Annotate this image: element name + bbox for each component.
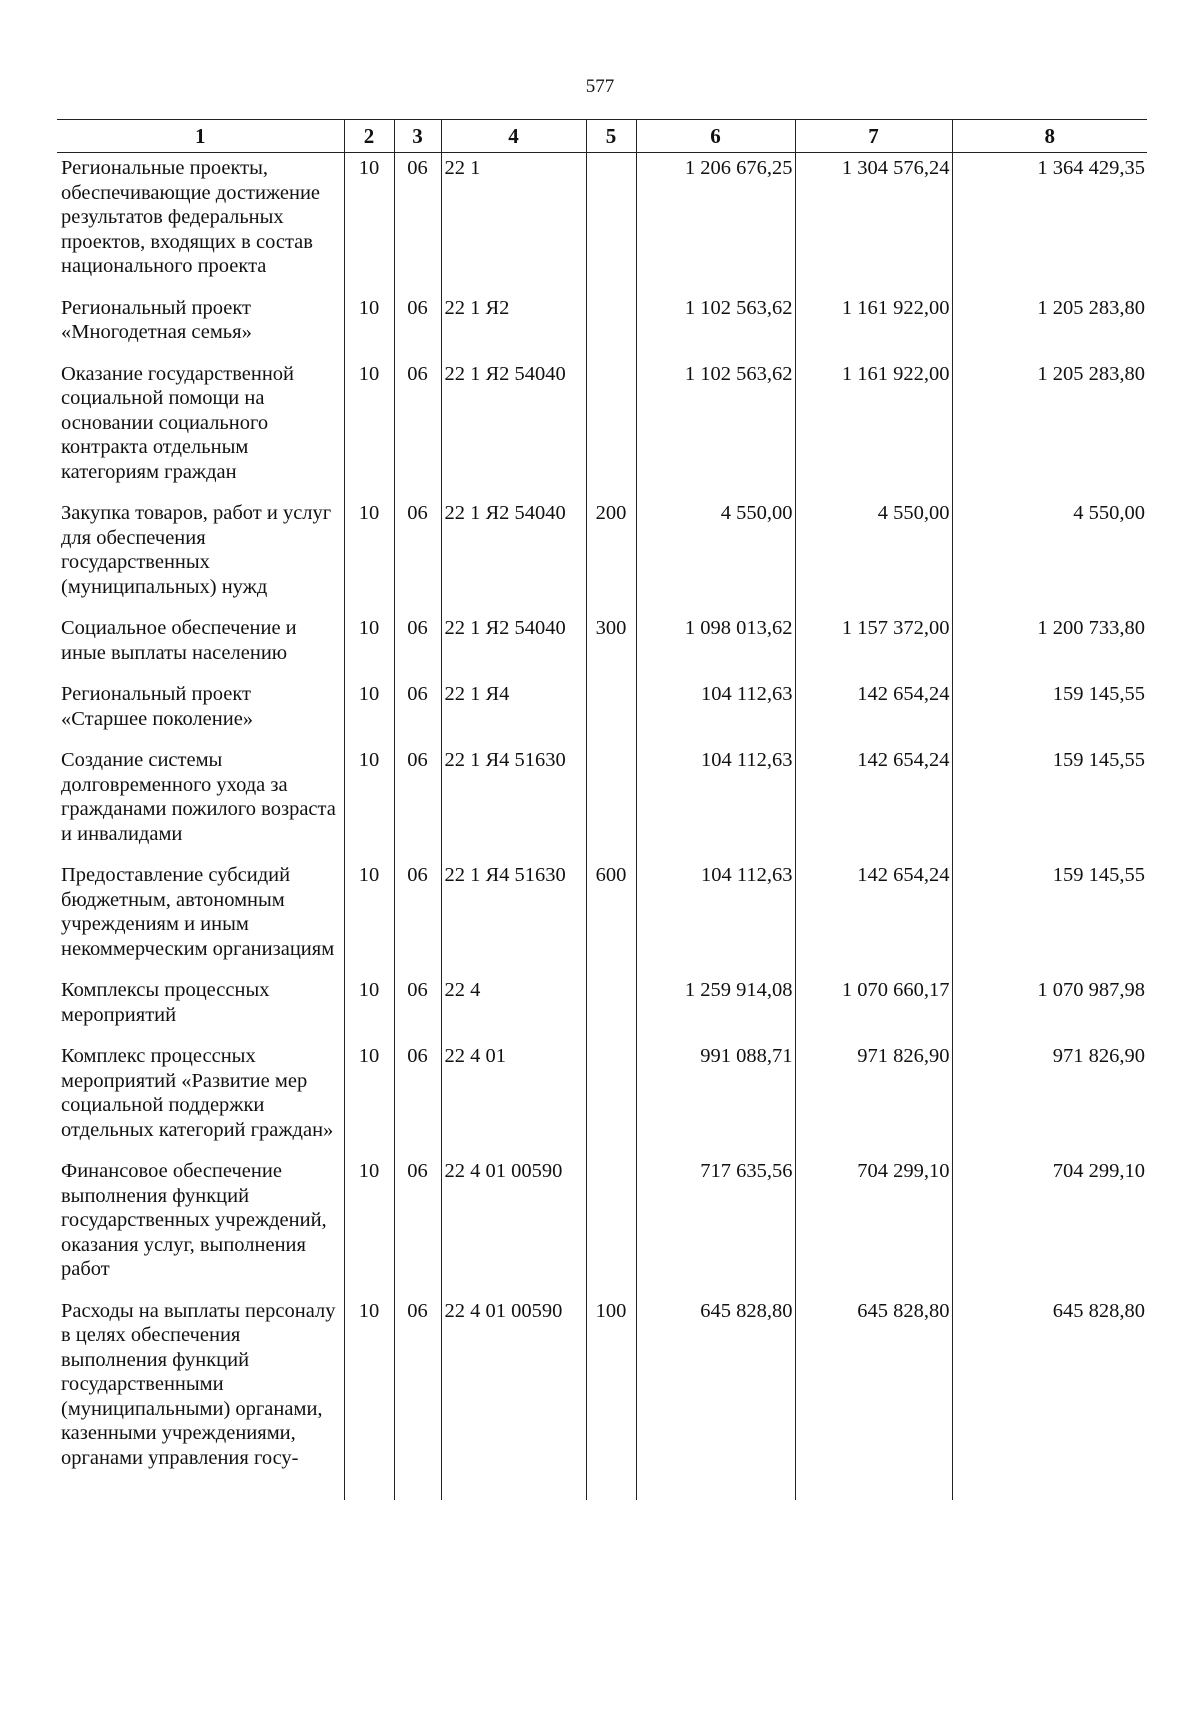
table-row bbox=[57, 1156, 1147, 1282]
subsection-code: 06 bbox=[394, 1296, 441, 1471]
amount-col-8: 1 205 283,80 bbox=[952, 359, 1147, 485]
spacer-cell bbox=[394, 731, 441, 745]
spacer-cell bbox=[344, 345, 394, 359]
spacer-cell bbox=[394, 961, 441, 975]
target-article-code: 22 4 01 00590 bbox=[441, 1156, 586, 1282]
amount-col-6: 1 098 013,62 bbox=[636, 613, 795, 665]
subsection-code: 06 bbox=[394, 293, 441, 345]
spacer-cell bbox=[344, 846, 394, 860]
spacer-cell bbox=[636, 279, 795, 293]
table-row bbox=[57, 679, 1147, 731]
spacer-cell bbox=[394, 484, 441, 498]
spacer-cell bbox=[344, 665, 394, 679]
subsection-code: 06 bbox=[394, 359, 441, 485]
spacer-cell bbox=[952, 961, 1147, 975]
spacer-cell bbox=[344, 279, 394, 293]
header-col-4: 4 bbox=[441, 120, 586, 153]
spacer-cell bbox=[441, 1142, 586, 1156]
item-name: Расходы на выплаты персоналу в целях обеспечения выполнения функций государственными (муниципальными) органами, казенными учреждениями, органами управления госу- bbox=[61, 1299, 336, 1469]
table-row bbox=[57, 1296, 1147, 1471]
spacer-cell bbox=[636, 1027, 795, 1041]
spacer-cell bbox=[394, 345, 441, 359]
amount-col-8: 645 828,80 bbox=[952, 1296, 1147, 1471]
spacer-cell bbox=[344, 599, 394, 613]
amount-col-7: 142 654,24 bbox=[795, 860, 952, 961]
spacer-cell bbox=[586, 484, 636, 498]
header-col-7: 7 bbox=[795, 120, 952, 153]
amount-col-6: 1 259 914,08 bbox=[636, 975, 795, 1027]
spacer-cell bbox=[344, 1027, 394, 1041]
spacer-cell bbox=[636, 846, 795, 860]
spacer-cell bbox=[952, 665, 1147, 679]
spacer-cell bbox=[636, 599, 795, 613]
table-row bbox=[57, 745, 1147, 846]
spacer-cell bbox=[394, 665, 441, 679]
table-row bbox=[57, 975, 1147, 1027]
spacer-cell bbox=[952, 846, 1147, 860]
item-name: Создание системы долговременного ухода за гражданами пожилого возраста и инвалидами bbox=[61, 749, 336, 845]
section-code: 10 bbox=[344, 153, 394, 279]
amount-col-8: 159 145,55 bbox=[952, 860, 1147, 961]
subsection-code: 06 bbox=[394, 613, 441, 665]
spacer-cell bbox=[441, 345, 586, 359]
expense-type-code: 100 bbox=[586, 1296, 636, 1471]
row-spacer bbox=[57, 731, 1147, 745]
item-name: Комплекс процессных мероприятий «Развитие мер социальной поддержки отдельных категорий граждан» bbox=[61, 1045, 334, 1141]
expense-type-code bbox=[586, 975, 636, 1027]
expense-type-code: 600 bbox=[586, 860, 636, 961]
header-col-1: 1 bbox=[57, 120, 344, 153]
spacer-cell bbox=[636, 484, 795, 498]
spacer-cell bbox=[952, 484, 1147, 498]
header-col-8: 8 bbox=[952, 120, 1147, 153]
subsection-code: 06 bbox=[394, 1156, 441, 1282]
spacer-cell bbox=[394, 1142, 441, 1156]
amount-col-6: 104 112,63 bbox=[636, 860, 795, 961]
expense-type-code bbox=[586, 1041, 636, 1142]
spacer-cell bbox=[57, 665, 344, 679]
spacer-cell bbox=[344, 484, 394, 498]
spacer-cell bbox=[441, 1282, 586, 1296]
row-spacer bbox=[57, 1027, 1147, 1041]
spacer-cell bbox=[441, 961, 586, 975]
subsection-code: 06 bbox=[394, 975, 441, 1027]
spacer-cell bbox=[441, 665, 586, 679]
spacer-cell bbox=[952, 1027, 1147, 1041]
table-row bbox=[57, 153, 1147, 279]
table-row bbox=[57, 359, 1147, 485]
spacer-cell bbox=[57, 1470, 344, 1500]
spacer-cell bbox=[57, 1027, 344, 1041]
spacer-cell bbox=[636, 345, 795, 359]
expense-type-code bbox=[586, 153, 636, 279]
spacer-cell bbox=[795, 1142, 952, 1156]
spacer-cell bbox=[441, 1027, 586, 1041]
table-header-row bbox=[57, 120, 1147, 153]
section-code: 10 bbox=[344, 293, 394, 345]
spacer-cell bbox=[795, 1282, 952, 1296]
spacer-cell bbox=[586, 1282, 636, 1296]
amount-col-7: 4 550,00 bbox=[795, 498, 952, 599]
expense-type-code: 300 bbox=[586, 613, 636, 665]
header-col-6: 6 bbox=[636, 120, 795, 153]
row-spacer bbox=[57, 484, 1147, 498]
amount-col-7: 645 828,80 bbox=[795, 1296, 952, 1471]
spacer-cell bbox=[586, 279, 636, 293]
section-code: 10 bbox=[344, 1041, 394, 1142]
spacer-cell bbox=[795, 279, 952, 293]
row-spacer bbox=[57, 665, 1147, 679]
table-row bbox=[57, 498, 1147, 599]
spacer-cell bbox=[586, 846, 636, 860]
spacer-cell bbox=[636, 731, 795, 745]
spacer-cell bbox=[57, 1142, 344, 1156]
expense-type-code: 200 bbox=[586, 498, 636, 599]
row-spacer bbox=[57, 1470, 1147, 1500]
target-article-code: 22 1 Я2 bbox=[441, 293, 586, 345]
spacer-cell bbox=[952, 345, 1147, 359]
spacer-cell bbox=[795, 665, 952, 679]
amount-col-6: 1 102 563,62 bbox=[636, 293, 795, 345]
subsection-code: 06 bbox=[394, 679, 441, 731]
table-row bbox=[57, 1041, 1147, 1142]
spacer-cell bbox=[636, 1470, 795, 1500]
row-spacer bbox=[57, 279, 1147, 293]
amount-col-6: 717 635,56 bbox=[636, 1156, 795, 1282]
spacer-cell bbox=[57, 1282, 344, 1296]
spacer-cell bbox=[952, 1142, 1147, 1156]
amount-col-8: 1 200 733,80 bbox=[952, 613, 1147, 665]
amount-col-8: 704 299,10 bbox=[952, 1156, 1147, 1282]
page-number: 577 bbox=[585, 76, 615, 97]
section-code: 10 bbox=[344, 745, 394, 846]
spacer-cell bbox=[57, 599, 344, 613]
subsection-code: 06 bbox=[394, 1041, 441, 1142]
section-code: 10 bbox=[344, 498, 394, 599]
item-name: Региональные проекты, обеспечивающие достижение результатов федеральных проектов, входящих в состав национального проекта bbox=[61, 157, 321, 277]
amount-col-8: 1 070 987,98 bbox=[952, 975, 1147, 1027]
spacer-cell bbox=[394, 1282, 441, 1296]
spacer-cell bbox=[394, 599, 441, 613]
header-col-2: 2 bbox=[344, 120, 394, 153]
target-article-code: 22 4 01 bbox=[441, 1041, 586, 1142]
section-code: 10 bbox=[344, 1296, 394, 1471]
spacer-cell bbox=[586, 1470, 636, 1500]
row-spacer bbox=[57, 961, 1147, 975]
item-name: Региональный проект «Многодетная семья» bbox=[61, 296, 252, 343]
subsection-code: 06 bbox=[394, 498, 441, 599]
spacer-cell bbox=[795, 731, 952, 745]
spacer-cell bbox=[57, 345, 344, 359]
item-name: Социальное обеспечение и иные выплаты населению bbox=[61, 617, 297, 664]
target-article-code: 22 1 Я2 54040 bbox=[441, 498, 586, 599]
item-name: Оказание государственной социальной помощи на основании социального контракта отдельным категориям граждан bbox=[61, 362, 295, 483]
spacer-cell bbox=[952, 599, 1147, 613]
spacer-cell bbox=[441, 731, 586, 745]
amount-col-8: 159 145,55 bbox=[952, 745, 1147, 846]
target-article-code: 22 1 bbox=[441, 153, 586, 279]
section-code: 10 bbox=[344, 679, 394, 731]
amount-col-7: 1 161 922,00 bbox=[795, 293, 952, 345]
table-row bbox=[57, 293, 1147, 345]
table-row bbox=[57, 613, 1147, 665]
spacer-cell bbox=[636, 665, 795, 679]
amount-col-8: 159 145,55 bbox=[952, 679, 1147, 731]
spacer-cell bbox=[952, 279, 1147, 293]
spacer-cell bbox=[344, 1470, 394, 1500]
spacer-cell bbox=[441, 846, 586, 860]
spacer-cell bbox=[586, 731, 636, 745]
spacer-cell bbox=[795, 484, 952, 498]
subsection-code: 06 bbox=[394, 745, 441, 846]
target-article-code: 22 1 Я4 51630 bbox=[441, 745, 586, 846]
spacer-cell bbox=[57, 279, 344, 293]
spacer-cell bbox=[586, 961, 636, 975]
row-spacer bbox=[57, 846, 1147, 860]
item-name: Комплексы процессных мероприятий bbox=[61, 979, 270, 1026]
spacer-cell bbox=[394, 1027, 441, 1041]
target-article-code: 22 1 Я2 54040 bbox=[441, 613, 586, 665]
spacer-cell bbox=[586, 665, 636, 679]
target-article-code: 22 1 Я4 bbox=[441, 679, 586, 731]
row-spacer bbox=[57, 599, 1147, 613]
header-col-3: 3 bbox=[394, 120, 441, 153]
target-article-code: 22 4 01 00590 bbox=[441, 1296, 586, 1471]
table-body bbox=[57, 153, 1147, 1501]
spacer-cell bbox=[636, 961, 795, 975]
amount-col-8: 971 826,90 bbox=[952, 1041, 1147, 1142]
row-spacer bbox=[57, 345, 1147, 359]
section-code: 10 bbox=[344, 1156, 394, 1282]
target-article-code: 22 1 Я2 54040 bbox=[441, 359, 586, 485]
spacer-cell bbox=[394, 846, 441, 860]
amount-col-6: 104 112,63 bbox=[636, 679, 795, 731]
spacer-cell bbox=[394, 1470, 441, 1500]
spacer-cell bbox=[394, 279, 441, 293]
spacer-cell bbox=[57, 846, 344, 860]
spacer-cell bbox=[795, 846, 952, 860]
spacer-cell bbox=[795, 1027, 952, 1041]
item-name: Закупка товаров, работ и услуг для обеспечения государственных (муниципальных) нужд bbox=[61, 502, 332, 598]
spacer-cell bbox=[57, 961, 344, 975]
spacer-cell bbox=[586, 1027, 636, 1041]
amount-col-7: 142 654,24 bbox=[795, 745, 952, 846]
table-row bbox=[57, 860, 1147, 961]
spacer-cell bbox=[952, 1282, 1147, 1296]
spacer-cell bbox=[795, 345, 952, 359]
spacer-cell bbox=[344, 731, 394, 745]
spacer-cell bbox=[441, 599, 586, 613]
subsection-code: 06 bbox=[394, 860, 441, 961]
expense-type-code bbox=[586, 745, 636, 846]
spacer-cell bbox=[344, 961, 394, 975]
amount-col-6: 991 088,71 bbox=[636, 1041, 795, 1142]
amount-col-8: 4 550,00 bbox=[952, 498, 1147, 599]
spacer-cell bbox=[636, 1282, 795, 1296]
item-name: Финансовое обеспечение выполнения функций государственных учреждений, оказания услуг, выполнения работ bbox=[61, 1160, 327, 1280]
amount-col-6: 4 550,00 bbox=[636, 498, 795, 599]
amount-col-6: 1 206 676,25 bbox=[636, 153, 795, 279]
amount-col-8: 1 364 429,35 bbox=[952, 153, 1147, 279]
amount-col-8: 1 205 283,80 bbox=[952, 293, 1147, 345]
spacer-cell bbox=[952, 1470, 1147, 1500]
spacer-cell bbox=[636, 1142, 795, 1156]
spacer-cell bbox=[586, 1142, 636, 1156]
spacer-cell bbox=[586, 345, 636, 359]
expense-type-code bbox=[586, 679, 636, 731]
amount-col-7: 704 299,10 bbox=[795, 1156, 952, 1282]
amount-col-6: 1 102 563,62 bbox=[636, 359, 795, 485]
spacer-cell bbox=[441, 1470, 586, 1500]
amount-col-6: 645 828,80 bbox=[636, 1296, 795, 1471]
amount-col-7: 1 304 576,24 bbox=[795, 153, 952, 279]
spacer-cell bbox=[952, 731, 1147, 745]
spacer-cell bbox=[795, 1470, 952, 1500]
amount-col-7: 1 157 372,00 bbox=[795, 613, 952, 665]
target-article-code: 22 1 Я4 51630 bbox=[441, 860, 586, 961]
amount-col-6: 104 112,63 bbox=[636, 745, 795, 846]
spacer-cell bbox=[795, 599, 952, 613]
section-code: 10 bbox=[344, 359, 394, 485]
section-code: 10 bbox=[344, 975, 394, 1027]
spacer-cell bbox=[57, 731, 344, 745]
row-spacer bbox=[57, 1142, 1147, 1156]
spacer-cell bbox=[441, 484, 586, 498]
spacer-cell bbox=[441, 279, 586, 293]
section-code: 10 bbox=[344, 613, 394, 665]
amount-col-7: 971 826,90 bbox=[795, 1041, 952, 1142]
spacer-cell bbox=[344, 1282, 394, 1296]
row-spacer bbox=[57, 1282, 1147, 1296]
spacer-cell bbox=[344, 1142, 394, 1156]
budget-table bbox=[57, 119, 1147, 1500]
amount-col-7: 1 161 922,00 bbox=[795, 359, 952, 485]
spacer-cell bbox=[795, 961, 952, 975]
expense-type-code bbox=[586, 293, 636, 345]
spacer-cell bbox=[57, 484, 344, 498]
item-name: Региональный проект «Старшее поколение» bbox=[61, 683, 254, 730]
amount-col-7: 1 070 660,17 bbox=[795, 975, 952, 1027]
amount-col-7: 142 654,24 bbox=[795, 679, 952, 731]
header-col-5: 5 bbox=[586, 120, 636, 153]
expense-type-code bbox=[586, 1156, 636, 1282]
expense-type-code bbox=[586, 359, 636, 485]
section-code: 10 bbox=[344, 860, 394, 961]
subsection-code: 06 bbox=[394, 153, 441, 279]
target-article-code: 22 4 bbox=[441, 975, 586, 1027]
item-name: Предоставление субсидий бюджетным, автономным учреждениям и иным некоммерческим организациям bbox=[61, 864, 335, 960]
spacer-cell bbox=[586, 599, 636, 613]
